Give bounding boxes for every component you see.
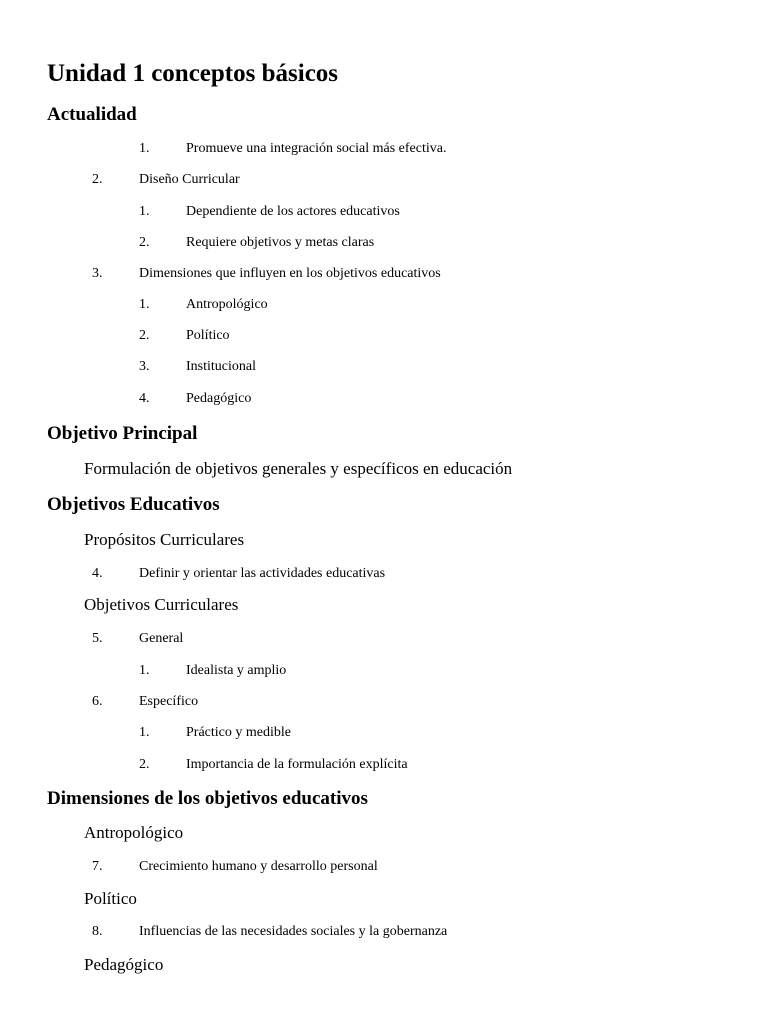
list-number: 8.: [92, 924, 103, 939]
subheading-politico: Político: [84, 889, 137, 908]
heading-objetivos-educativos: Objetivos Educativos: [47, 494, 220, 515]
list-text: Definir y orientar las actividades educativas: [139, 566, 386, 581]
list-text: Dependiente de los actores educativos: [186, 204, 400, 219]
subheading-pedagogico: Pedagógico: [84, 955, 164, 974]
list-number: 3.: [139, 359, 150, 374]
list-number: 2.: [139, 328, 150, 343]
list-text: Promueve una integración social más efectiva.: [186, 141, 447, 156]
list-text: Importancia de la formulación explícita: [186, 757, 408, 772]
list-number: 1.: [139, 725, 150, 740]
list-number: 1.: [139, 297, 150, 312]
list-number: 6.: [92, 694, 103, 709]
list-number: 2.: [139, 235, 150, 250]
list-text: Requiere objetivos y metas claras: [186, 235, 375, 250]
list-number: 1.: [139, 663, 150, 678]
subheading-antropologico: Antropológico: [84, 823, 184, 842]
subheading-propositos-curriculares: Propósitos Curriculares: [84, 530, 245, 549]
list-number: 3.: [92, 266, 103, 281]
list-text: Específico: [139, 694, 199, 709]
list-text: Práctico y medible: [186, 725, 291, 740]
list-text: Político: [186, 328, 230, 343]
list-text: Antropológico: [186, 297, 268, 312]
list-text: Crecimiento humano y desarrollo personal: [139, 859, 378, 874]
list-text: General: [139, 631, 184, 646]
heading-actualidad: Actualidad: [47, 104, 137, 125]
list-text: Idealista y amplio: [186, 663, 287, 678]
list-number: 4.: [92, 566, 103, 581]
list-number: 7.: [92, 859, 103, 874]
list-number: 2.: [92, 172, 103, 187]
heading-dimensiones: Dimensiones de los objetivos educativos: [47, 788, 368, 809]
heading-objetivo-principal: Objetivo Principal: [47, 423, 198, 444]
subheading-objetivos-curriculares: Objetivos Curriculares: [84, 595, 239, 614]
subheading-formulacion: Formulación de objetivos generales y específicos en educación: [84, 459, 513, 478]
list-number: 1.: [139, 204, 150, 219]
list-number: 5.: [92, 631, 103, 646]
list-number: 2.: [139, 757, 150, 772]
list-text: Pedagógico: [186, 391, 252, 406]
list-text: Diseño Curricular: [139, 172, 240, 187]
list-text: Influencias de las necesidades sociales y la gobernanza: [139, 924, 448, 939]
document-title: Unidad 1 conceptos básicos: [47, 60, 339, 87]
list-text: Dimensiones que influyen en los objetivos educativos: [139, 266, 441, 281]
list-number: 1.: [139, 141, 150, 156]
list-text: Institucional: [186, 359, 256, 374]
list-number: 4.: [139, 391, 150, 406]
